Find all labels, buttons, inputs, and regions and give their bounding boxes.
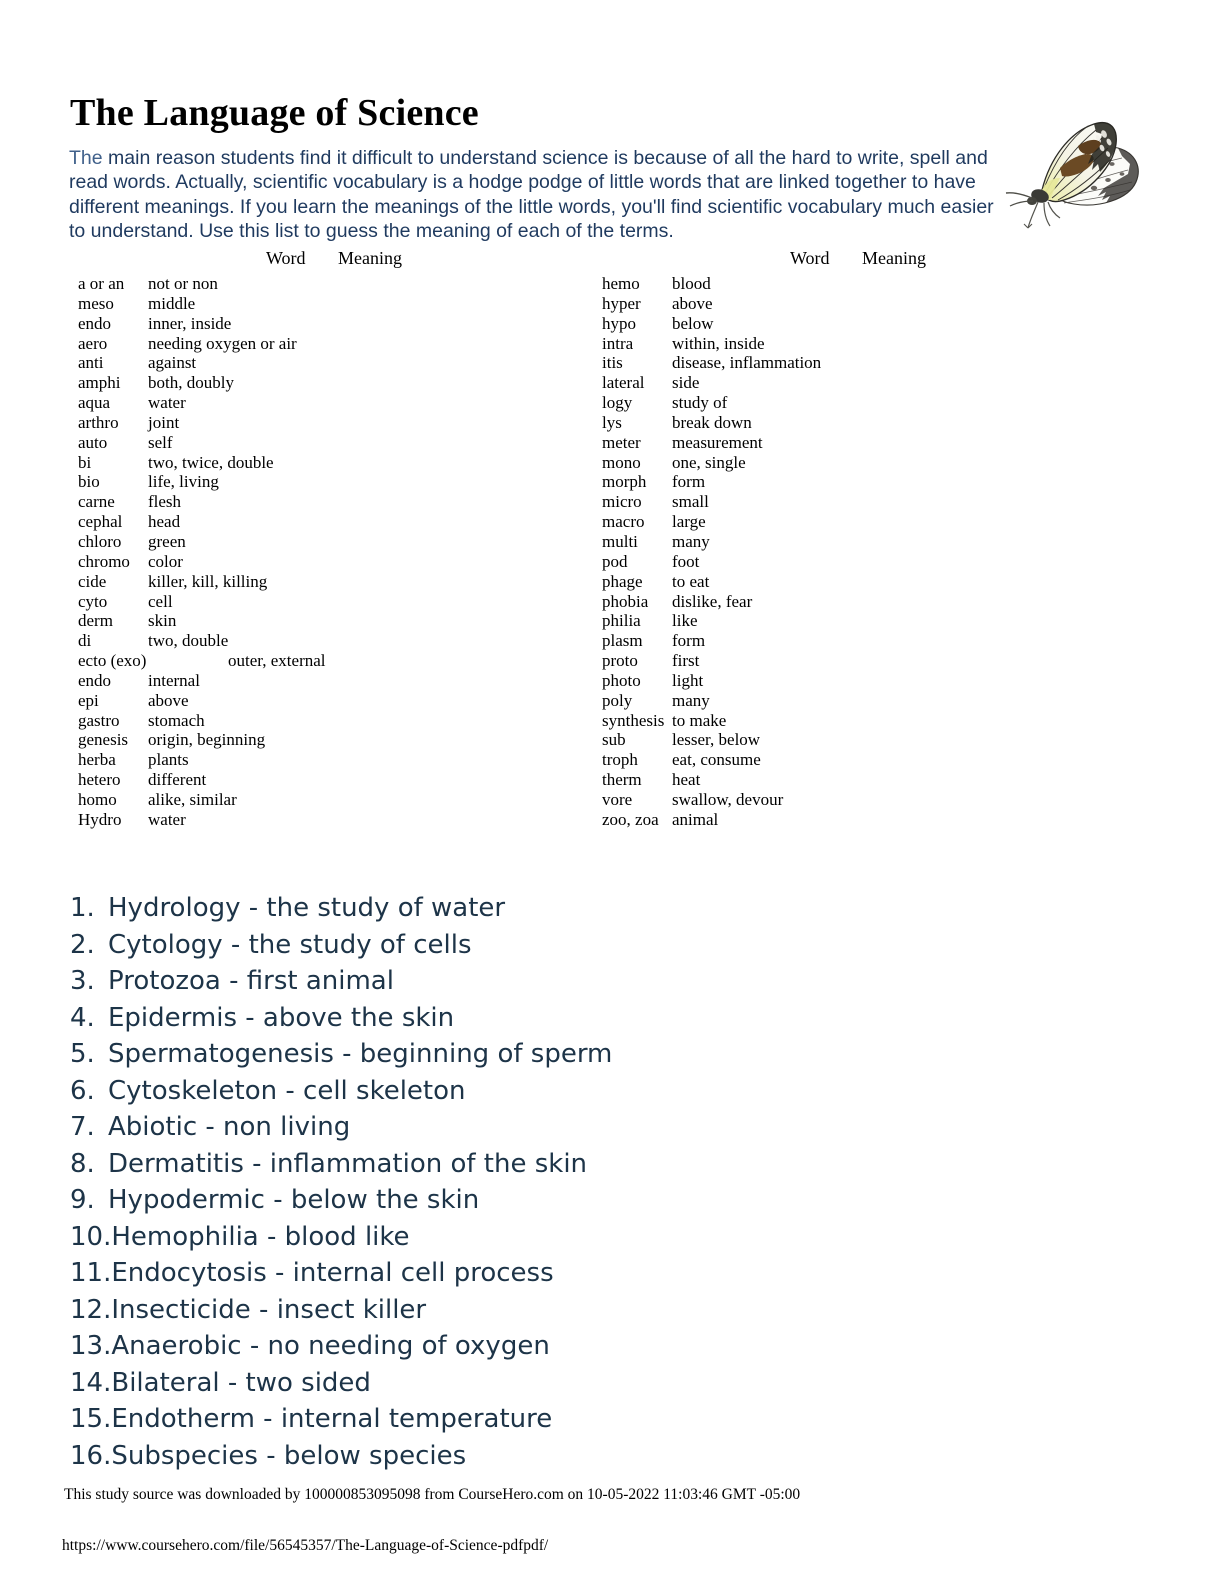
answer-text: Protozoa - first animal (108, 966, 394, 996)
word-meaning: skin (148, 611, 177, 631)
word-meaning: many (672, 531, 710, 551)
word-term: chromo (78, 551, 130, 571)
word-term: logy (602, 393, 633, 413)
word-term: meter (602, 432, 641, 452)
word-meaning: both, doubly (148, 373, 234, 393)
word-meaning: alike, similar (148, 789, 237, 809)
answer-text: Hemophilia - blood like (111, 1221, 410, 1252)
wordlist-row (78, 730, 548, 750)
wordlist-row (602, 532, 1072, 552)
wordlist-row (78, 572, 548, 592)
butterfly-illustration (990, 108, 1150, 233)
answer-text: Endocytosis - internal cell process (111, 1258, 554, 1288)
wordlist-row (602, 750, 1072, 770)
answer-text: Hydrology - the study of water (108, 893, 506, 923)
word-meaning: form (672, 631, 706, 651)
answer-number: 16. (70, 1440, 112, 1471)
word-term: arthro (78, 412, 119, 432)
word-meaning: outer, external (228, 651, 326, 671)
answer-item (70, 1365, 970, 1402)
word-term: auto (78, 432, 108, 452)
wordlist-row (602, 413, 1072, 433)
answer-text: Cytoskeleton - cell skeleton (108, 1075, 466, 1106)
answer-text: Endotherm - internal temperature (111, 1404, 553, 1434)
answer-text: Epidermis - above the skin (108, 1002, 455, 1033)
answer-item (70, 1328, 970, 1365)
answer-number: 5. (70, 1039, 95, 1069)
column-header-word: Word (266, 248, 306, 268)
wordlist-row (78, 671, 548, 691)
word-term: therm (602, 770, 642, 790)
answer-item (70, 1073, 970, 1110)
wordlist-row (78, 611, 548, 631)
answer-item (70, 1255, 970, 1292)
word-meaning: above (672, 293, 713, 313)
word-term: ecto (exo) (78, 651, 147, 671)
answer-number: 9. (70, 1185, 95, 1215)
word-meaning: blood (672, 274, 711, 293)
word-meaning: inner, inside (148, 313, 232, 333)
wordlist-row (602, 691, 1072, 711)
word-term: bi (78, 452, 92, 472)
wordlist-row (602, 810, 1072, 830)
word-meaning: two, double (148, 631, 229, 651)
word-term: hemo (602, 274, 640, 293)
word-term: anti (78, 353, 104, 373)
word-meaning: against (148, 353, 197, 373)
intro-body-text: main reason students find it difficult to understand science is because of all the hard to write, spell and read words. Actually, scientific vocabulary is a hodge podge of little words that are linked together to have different meanings. If you learn the meanings of the little words, you'll find scientific vocabulary much easier to understand. Use this list to guess the meaning of each of the terms. (69, 146, 994, 242)
word-meaning: head (148, 512, 181, 532)
answer-text: Subspecies - below species (111, 1440, 467, 1471)
answer-number: 8. (70, 1148, 95, 1179)
answer-item (70, 963, 970, 1000)
word-meaning: foot (672, 551, 700, 571)
word-term: sub (602, 730, 626, 750)
word-term: photo (602, 670, 641, 690)
wordlist-row (78, 512, 548, 532)
word-meaning: large (672, 512, 706, 532)
wordlist-row (602, 631, 1072, 651)
wordlist-row (602, 492, 1072, 512)
word-meaning: disease, inflammation (672, 353, 822, 373)
answer-text: Dermatitis - inflammation of the skin (108, 1148, 588, 1179)
word-term: derm (78, 611, 113, 631)
word-meaning: plants (148, 750, 189, 770)
word-term: hetero (78, 770, 121, 790)
word-meaning: form (672, 472, 706, 492)
word-meaning: within, inside (672, 333, 765, 353)
word-term: phobia (602, 591, 649, 611)
wordlist-row (78, 334, 548, 354)
answer-text: Abiotic - non living (108, 1112, 351, 1142)
word-meaning: cell (148, 591, 173, 611)
word-term: vore (602, 789, 633, 809)
wordlist-row (602, 552, 1072, 572)
wordlist-row (602, 711, 1072, 731)
word-term: genesis (78, 730, 129, 750)
wordlist-row (602, 393, 1072, 413)
word-term: proto (602, 651, 638, 671)
download-notice: This study source was downloaded by 100000853095098 from CourseHero.com on 10-05-2022 11:03:46 GMT -05:00 (64, 1486, 801, 1503)
word-meaning: flesh (148, 492, 182, 512)
word-term: itis (602, 353, 623, 373)
answer-text: Bilateral - two sided (111, 1367, 371, 1398)
answer-number: 4. (70, 1002, 95, 1033)
word-meaning: life, living (148, 472, 219, 492)
word-meaning: lesser, below (672, 730, 761, 750)
answer-text: Hypodermic - below the skin (108, 1185, 480, 1215)
wordlist-row (602, 314, 1072, 334)
wordlist-row (602, 274, 1072, 294)
wordlist-row (78, 453, 548, 473)
word-term: troph (602, 750, 638, 770)
word-meaning: stomach (148, 710, 205, 730)
word-term: lateral (602, 373, 645, 393)
word-term: pod (602, 551, 628, 571)
word-term: cide (78, 571, 107, 591)
word-term: lys (602, 412, 622, 432)
word-meaning: animal (672, 809, 719, 829)
wordlist-row (78, 770, 548, 790)
wordlist-row (602, 770, 1072, 790)
word-term: chloro (78, 531, 122, 551)
answer-text: Insecticide - insect killer (111, 1294, 427, 1325)
wordlist-row (602, 572, 1072, 592)
wordlist-row (78, 472, 548, 492)
word-term: herba (78, 750, 116, 770)
word-term: gastro (78, 710, 120, 730)
wordlist-row (602, 353, 1072, 373)
word-meaning: study of (672, 393, 728, 413)
page-title: The Language of Science (70, 92, 479, 135)
answer-number: 11. (70, 1258, 112, 1288)
word-meaning: break down (672, 412, 752, 432)
answer-text: Cytology - the study of cells (108, 929, 472, 960)
word-term: aqua (78, 393, 111, 413)
word-term: cyto (78, 591, 108, 611)
word-term: homo (78, 789, 117, 809)
wordlist-row (602, 611, 1072, 631)
word-meaning: self (148, 432, 173, 452)
wordlist-row (78, 810, 548, 830)
wordlist-row (602, 790, 1072, 810)
word-meaning: above (148, 690, 189, 710)
wordlist-row (78, 552, 548, 572)
word-term: meso (78, 293, 114, 313)
wordlist-row (602, 651, 1072, 671)
word-meaning: small (672, 492, 709, 512)
wordlist-row (602, 512, 1072, 532)
word-term: a or an (78, 274, 125, 293)
word-term: aero (78, 333, 108, 353)
answer-item (70, 927, 970, 964)
wordlist-row (602, 294, 1072, 314)
word-term: philia (602, 611, 641, 631)
answer-item (70, 1036, 970, 1073)
wordlist-right-column (602, 248, 1072, 830)
answer-item (70, 1109, 970, 1146)
word-meaning: swallow, devour (672, 789, 784, 809)
answer-item (70, 1146, 970, 1183)
wordlist-row (78, 631, 548, 651)
answer-number: 12. (70, 1294, 112, 1325)
word-meaning: to make (672, 710, 727, 730)
answer-item (70, 1401, 970, 1438)
word-meaning: side (672, 373, 700, 393)
word-term: plasm (602, 631, 643, 651)
wordlist-row (602, 472, 1072, 492)
word-meaning: killer, kill, killing (148, 571, 268, 591)
word-meaning: light (672, 670, 704, 690)
word-meaning: first (672, 651, 700, 671)
wordlist-row (78, 750, 548, 770)
wordlist-header-left (78, 248, 548, 271)
word-term: micro (602, 492, 642, 512)
answer-item (70, 1438, 970, 1475)
answer-number: 1. (70, 893, 95, 923)
word-meaning: to eat (672, 571, 710, 591)
wordlist-row (78, 492, 548, 512)
word-term: multi (602, 531, 638, 551)
wordlist-left-column (78, 248, 548, 830)
word-meaning: eat, consume (672, 750, 761, 770)
word-term: cephal (78, 512, 123, 532)
answer-item (70, 1000, 970, 1037)
answer-number: 6. (70, 1075, 95, 1106)
wordlist-row (78, 274, 548, 294)
word-meaning: water (148, 393, 186, 413)
answer-text: Spermatogenesis - beginning of sperm (108, 1039, 613, 1069)
wordlist-row (78, 790, 548, 810)
answer-item (70, 890, 970, 927)
word-meaning: joint (148, 412, 180, 432)
wordlist-row (602, 453, 1072, 473)
wordlist-row (78, 373, 548, 393)
answer-text: Anaerobic - no needing of oxygen (111, 1331, 550, 1361)
column-header-meaning: Meaning (862, 248, 926, 268)
word-meaning: below (672, 313, 714, 333)
word-term: poly (602, 690, 633, 710)
wordlist-row (602, 592, 1072, 612)
answer-item (70, 1219, 970, 1256)
wordlist-row (602, 671, 1072, 691)
wordlist-row (78, 532, 548, 552)
wordlist-row (602, 334, 1072, 354)
word-term: di (78, 631, 92, 651)
word-meaning: origin, beginning (148, 730, 266, 750)
wordlist-header-right (602, 248, 1072, 271)
word-term: epi (78, 690, 99, 710)
word-meaning: needing oxygen or air (148, 333, 297, 353)
wordlist-row (78, 413, 548, 433)
column-header-meaning: Meaning (338, 248, 402, 268)
word-meaning: many (672, 690, 710, 710)
answer-item (70, 1182, 970, 1219)
wordlist-row (78, 651, 548, 671)
word-meaning: dislike, fear (672, 591, 753, 611)
word-term: hypo (602, 313, 636, 333)
word-term: endo (78, 670, 112, 690)
word-term: carne (78, 492, 115, 512)
wordlist-row (602, 373, 1072, 393)
word-meaning: heat (672, 770, 701, 790)
answer-number: 2. (70, 929, 95, 960)
wordlist-row (78, 691, 548, 711)
source-url-link[interactable]: https://www.coursehero.com/file/56545357/The-Language-of-Science-pdfpdf/ (62, 1537, 549, 1554)
word-term: synthesis (602, 710, 665, 730)
word-term: intra (602, 333, 634, 353)
wordlist-row (78, 353, 548, 373)
wordlist-row (78, 433, 548, 453)
answer-number: 14. (70, 1367, 112, 1398)
wordlist-row (602, 730, 1072, 750)
answer-item (70, 1292, 970, 1329)
word-meaning: not or non (148, 274, 218, 293)
word-term: endo (78, 313, 112, 333)
word-meaning: like (672, 611, 698, 631)
word-meaning: water (148, 809, 186, 829)
word-meaning: measurement (672, 432, 763, 452)
word-term: Hydro (78, 809, 122, 829)
wordlist-row (78, 294, 548, 314)
word-meaning: two, twice, double (148, 452, 274, 472)
answer-number: 10. (70, 1221, 112, 1252)
wordlist-row (78, 314, 548, 334)
word-term: bio (78, 472, 100, 492)
answer-number: 15. (70, 1404, 112, 1434)
word-term: phage (602, 571, 643, 591)
intro-paragraph (69, 146, 994, 244)
answer-number: 13. (70, 1331, 112, 1361)
answer-list (70, 890, 970, 1474)
word-term: hyper (602, 293, 641, 313)
word-term: macro (602, 512, 645, 532)
wordlist-row (78, 711, 548, 731)
word-term: mono (602, 452, 641, 472)
word-meaning: color (148, 551, 183, 571)
word-term: morph (602, 472, 647, 492)
word-meaning: internal (148, 670, 200, 690)
intro-lead-word: The (69, 146, 103, 169)
answer-number: 7. (70, 1112, 95, 1142)
word-meaning: one, single (672, 452, 746, 472)
answer-number: 3. (70, 966, 95, 996)
wordlist-row (78, 592, 548, 612)
word-meaning: green (148, 531, 186, 551)
wordlist-row (78, 393, 548, 413)
word-term: zoo, zoa (602, 809, 659, 829)
column-header-word: Word (790, 248, 830, 268)
word-term: amphi (78, 373, 121, 393)
word-meaning: middle (148, 293, 196, 313)
word-meaning: different (148, 770, 207, 790)
wordlist-row (602, 433, 1072, 453)
